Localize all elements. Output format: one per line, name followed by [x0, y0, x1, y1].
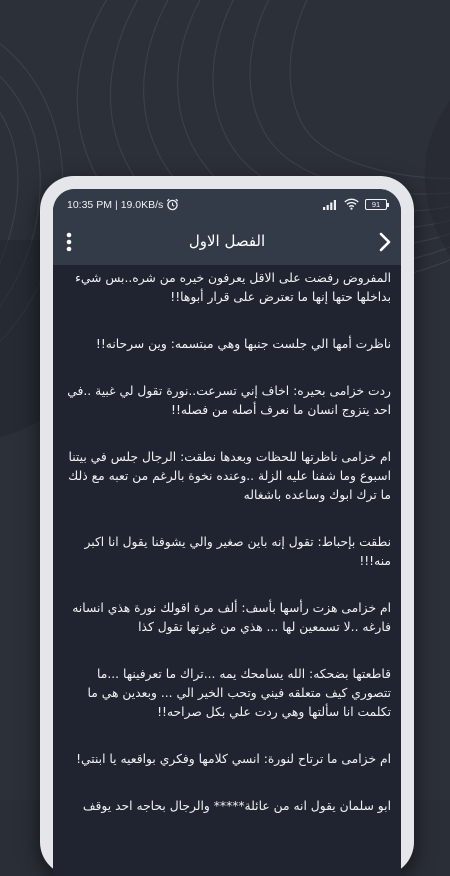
paragraph: ام خزامى ما ترتاح لنورة: انسي كلامها وفكري بواقعيه يا ابنتي! — [76, 752, 391, 766]
status-right — [323, 198, 387, 210]
phone-frame — [40, 176, 414, 876]
paragraph: نطقت بإحباط: تقول إنه باين صغير والي يشوفنا يقول انا اكبر منه!!! — [84, 535, 391, 568]
paragraph: ردت خزامى بحيره: اخاف إني تسرعت..نورة تقول لي غبية ..في احد يتزوج انسان ما نعرف أصله من فصله!! — [67, 384, 391, 417]
signal-bars-icon — [323, 199, 338, 210]
status-bar — [53, 189, 401, 219]
battery-tip — [387, 203, 389, 207]
wifi-icon — [344, 198, 359, 210]
status-left — [67, 198, 179, 211]
phone-screen — [53, 189, 401, 876]
paragraph: ناظرت أمها الي جلست جنبها وهي مبتسمه: وين سرحانه!! — [95, 337, 391, 351]
paragraph: ام خزامى ناظرتها للحظات وبعدها نطقت: الرجال جلس في بيتنا اسبوع وما شفنا عليه الزلة ..وعنده نخوة بالرغم من تعبه مع ذلك ما ترك ابوك وساعده باشغاله — [68, 450, 391, 502]
app-bar — [53, 219, 401, 265]
paragraph: ابو سلمان يقول انه من عائلة***** والرجال بحاجه احد يوقف — [82, 799, 391, 813]
battery-icon — [365, 199, 387, 210]
status-separator: | — [114, 198, 118, 211]
paragraph: قاطعتها بضحكه: الله يسامحك يمه ...تراك ما تعرفينها ...ما تتصوري كيف متعلقه فيني وتحب الخير الي ... وبعدين هي ما تكلمت انا سألتها وهي ردت علي بكل صراحه!! — [87, 667, 391, 719]
paragraph: ام خزامى هزت رأسها بأسف: ألف مرة اقولك نورة هذي انسانه فارغه ..لا تسمعين لها ... هذي من غيرتها تقول كذا — [72, 601, 391, 634]
alarm-clock-icon — [166, 198, 179, 211]
paragraph: المفروض رفضت على الاقل يعرفون خيره من شره..بس شيء بداخلها حتها إنها ما تعترض على قرار أبوها!! — [75, 271, 391, 304]
battery-level: 91 — [371, 199, 381, 209]
chapter-title: الفصل الاول — [188, 232, 266, 250]
status-network-speed: 19.0KB/s — [120, 198, 164, 211]
chapter-text[interactable] — [53, 265, 401, 876]
status-time: 10:35 PM — [67, 198, 112, 211]
chevron-right-icon[interactable] — [377, 231, 393, 253]
